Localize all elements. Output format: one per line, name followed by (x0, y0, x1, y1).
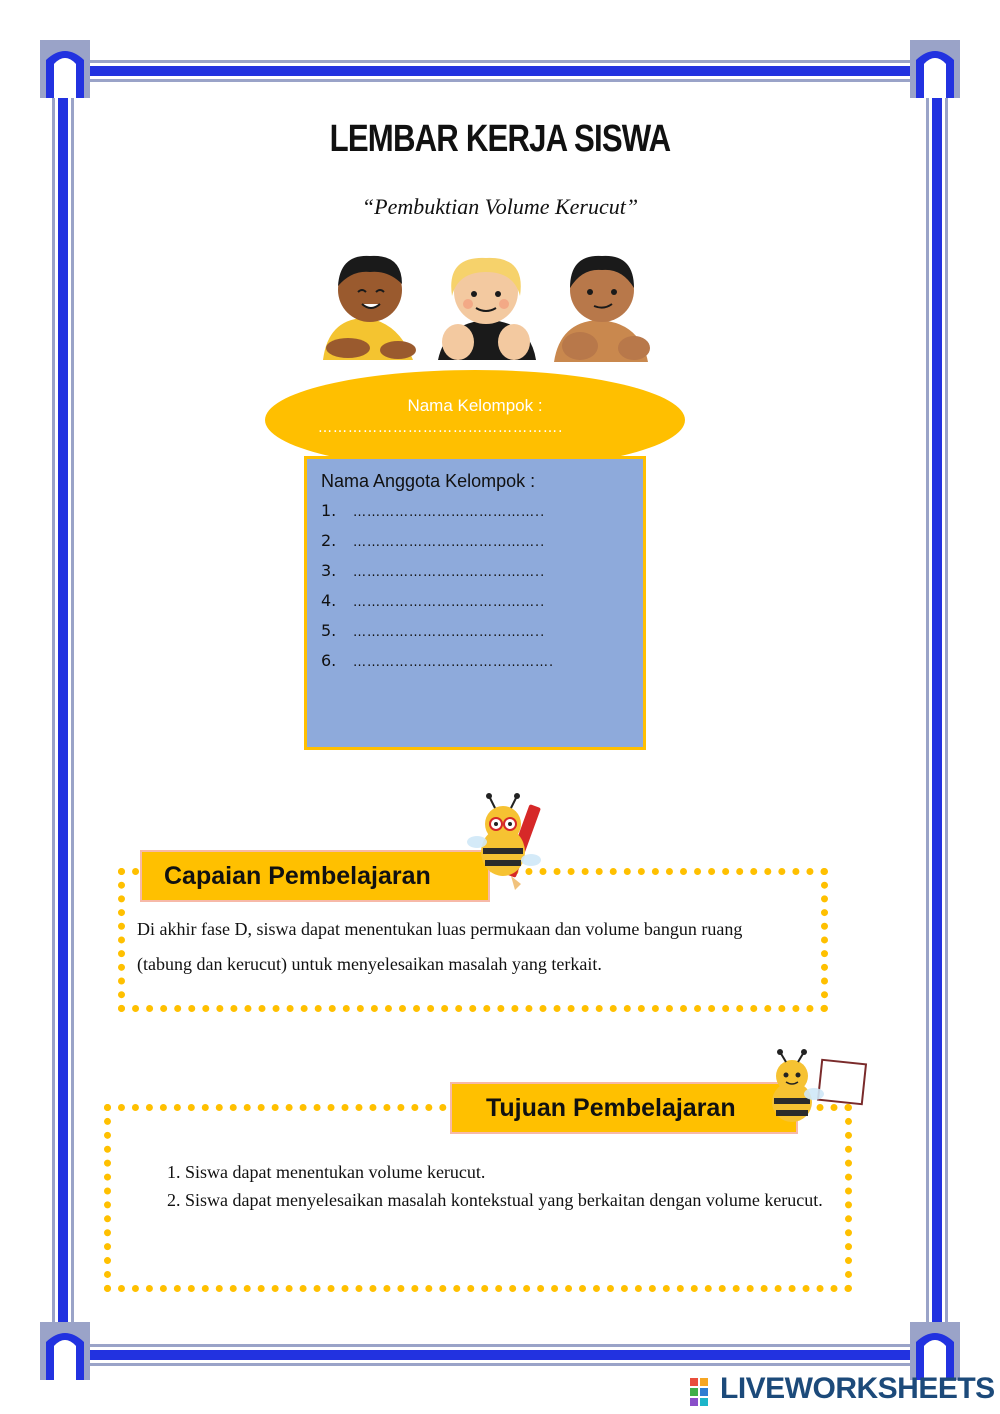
group-name-label: Nama Kelompok : (407, 396, 543, 415)
child-middle-figure (438, 258, 536, 360)
member-row[interactable] (321, 591, 545, 621)
member-number: 3. (321, 561, 337, 580)
member-row[interactable] (321, 501, 545, 531)
member-blank[interactable]: ………………………………….. (353, 625, 546, 640)
capaian-text-line-2: (tabung dan kerucut) untuk menyelesaikan masalah yang terkait. (137, 954, 602, 974)
tujuan-heading (450, 1082, 798, 1134)
child-right-figure (554, 256, 650, 362)
group-members-box (304, 456, 646, 750)
member-row[interactable] (321, 561, 545, 591)
member-blank[interactable]: ………………………………….. (353, 535, 546, 550)
liveworksheets-watermark[interactable]: LIVEWORKSHEETS (720, 1372, 995, 1405)
child-left-figure (323, 256, 416, 360)
worksheet-subtitle: “Pembuktian Volume Kerucut” (361, 194, 639, 219)
tujuan-list (150, 1158, 867, 1214)
member-number: 4. (321, 591, 337, 610)
children-illustration (318, 250, 658, 380)
bee-with-sign-icon (760, 1048, 872, 1130)
member-row[interactable] (321, 531, 545, 561)
capaian-heading (140, 850, 490, 902)
corner-ornament-top-right (910, 40, 960, 98)
border-right (926, 80, 948, 1348)
member-number: 2. (321, 531, 337, 550)
tujuan-list-item: 2. Siswa dapat menyelesaikan masalah kontekstual yang berkaitan dengan volume kerucut. (185, 1186, 867, 1214)
member-blank[interactable]: ………………………………….. (353, 595, 546, 610)
border-left (52, 80, 74, 1348)
member-blank[interactable]: ………………………………….. (353, 565, 546, 580)
member-number: 5. (321, 621, 337, 640)
member-blank[interactable]: ………………………………….. (353, 505, 546, 520)
capaian-text-line-1: Di akhir fase D, siswa dapat menentukan luas permukaan dan volume bangun ruang (137, 919, 743, 939)
group-name-blank[interactable]: …………………………………………. (318, 420, 564, 436)
capaian-heading-text: Capaian Pembelajaran (164, 862, 431, 890)
member-row[interactable] (321, 651, 554, 681)
bee-with-pencil-icon (455, 790, 555, 890)
border-bottom (70, 1344, 930, 1366)
member-number: 6. (321, 651, 337, 670)
tujuan-list-item: 1. Siswa dapat menentukan volume kerucut. (185, 1158, 867, 1186)
group-members-label: Nama Anggota Kelompok : (321, 471, 536, 491)
tujuan-heading-text: Tujuan Pembelajaran (486, 1094, 736, 1122)
corner-ornament-top-left (40, 40, 90, 98)
member-row[interactable] (321, 621, 545, 651)
border-top (70, 60, 930, 82)
worksheet-title: LEMBAR KERJA SISWA (329, 118, 671, 160)
member-number: 1. (321, 501, 337, 520)
liveworksheets-logo-icon (690, 1378, 718, 1406)
member-blank[interactable]: ……………………………………. (353, 655, 555, 670)
corner-ornament-bottom-left (40, 1322, 90, 1380)
